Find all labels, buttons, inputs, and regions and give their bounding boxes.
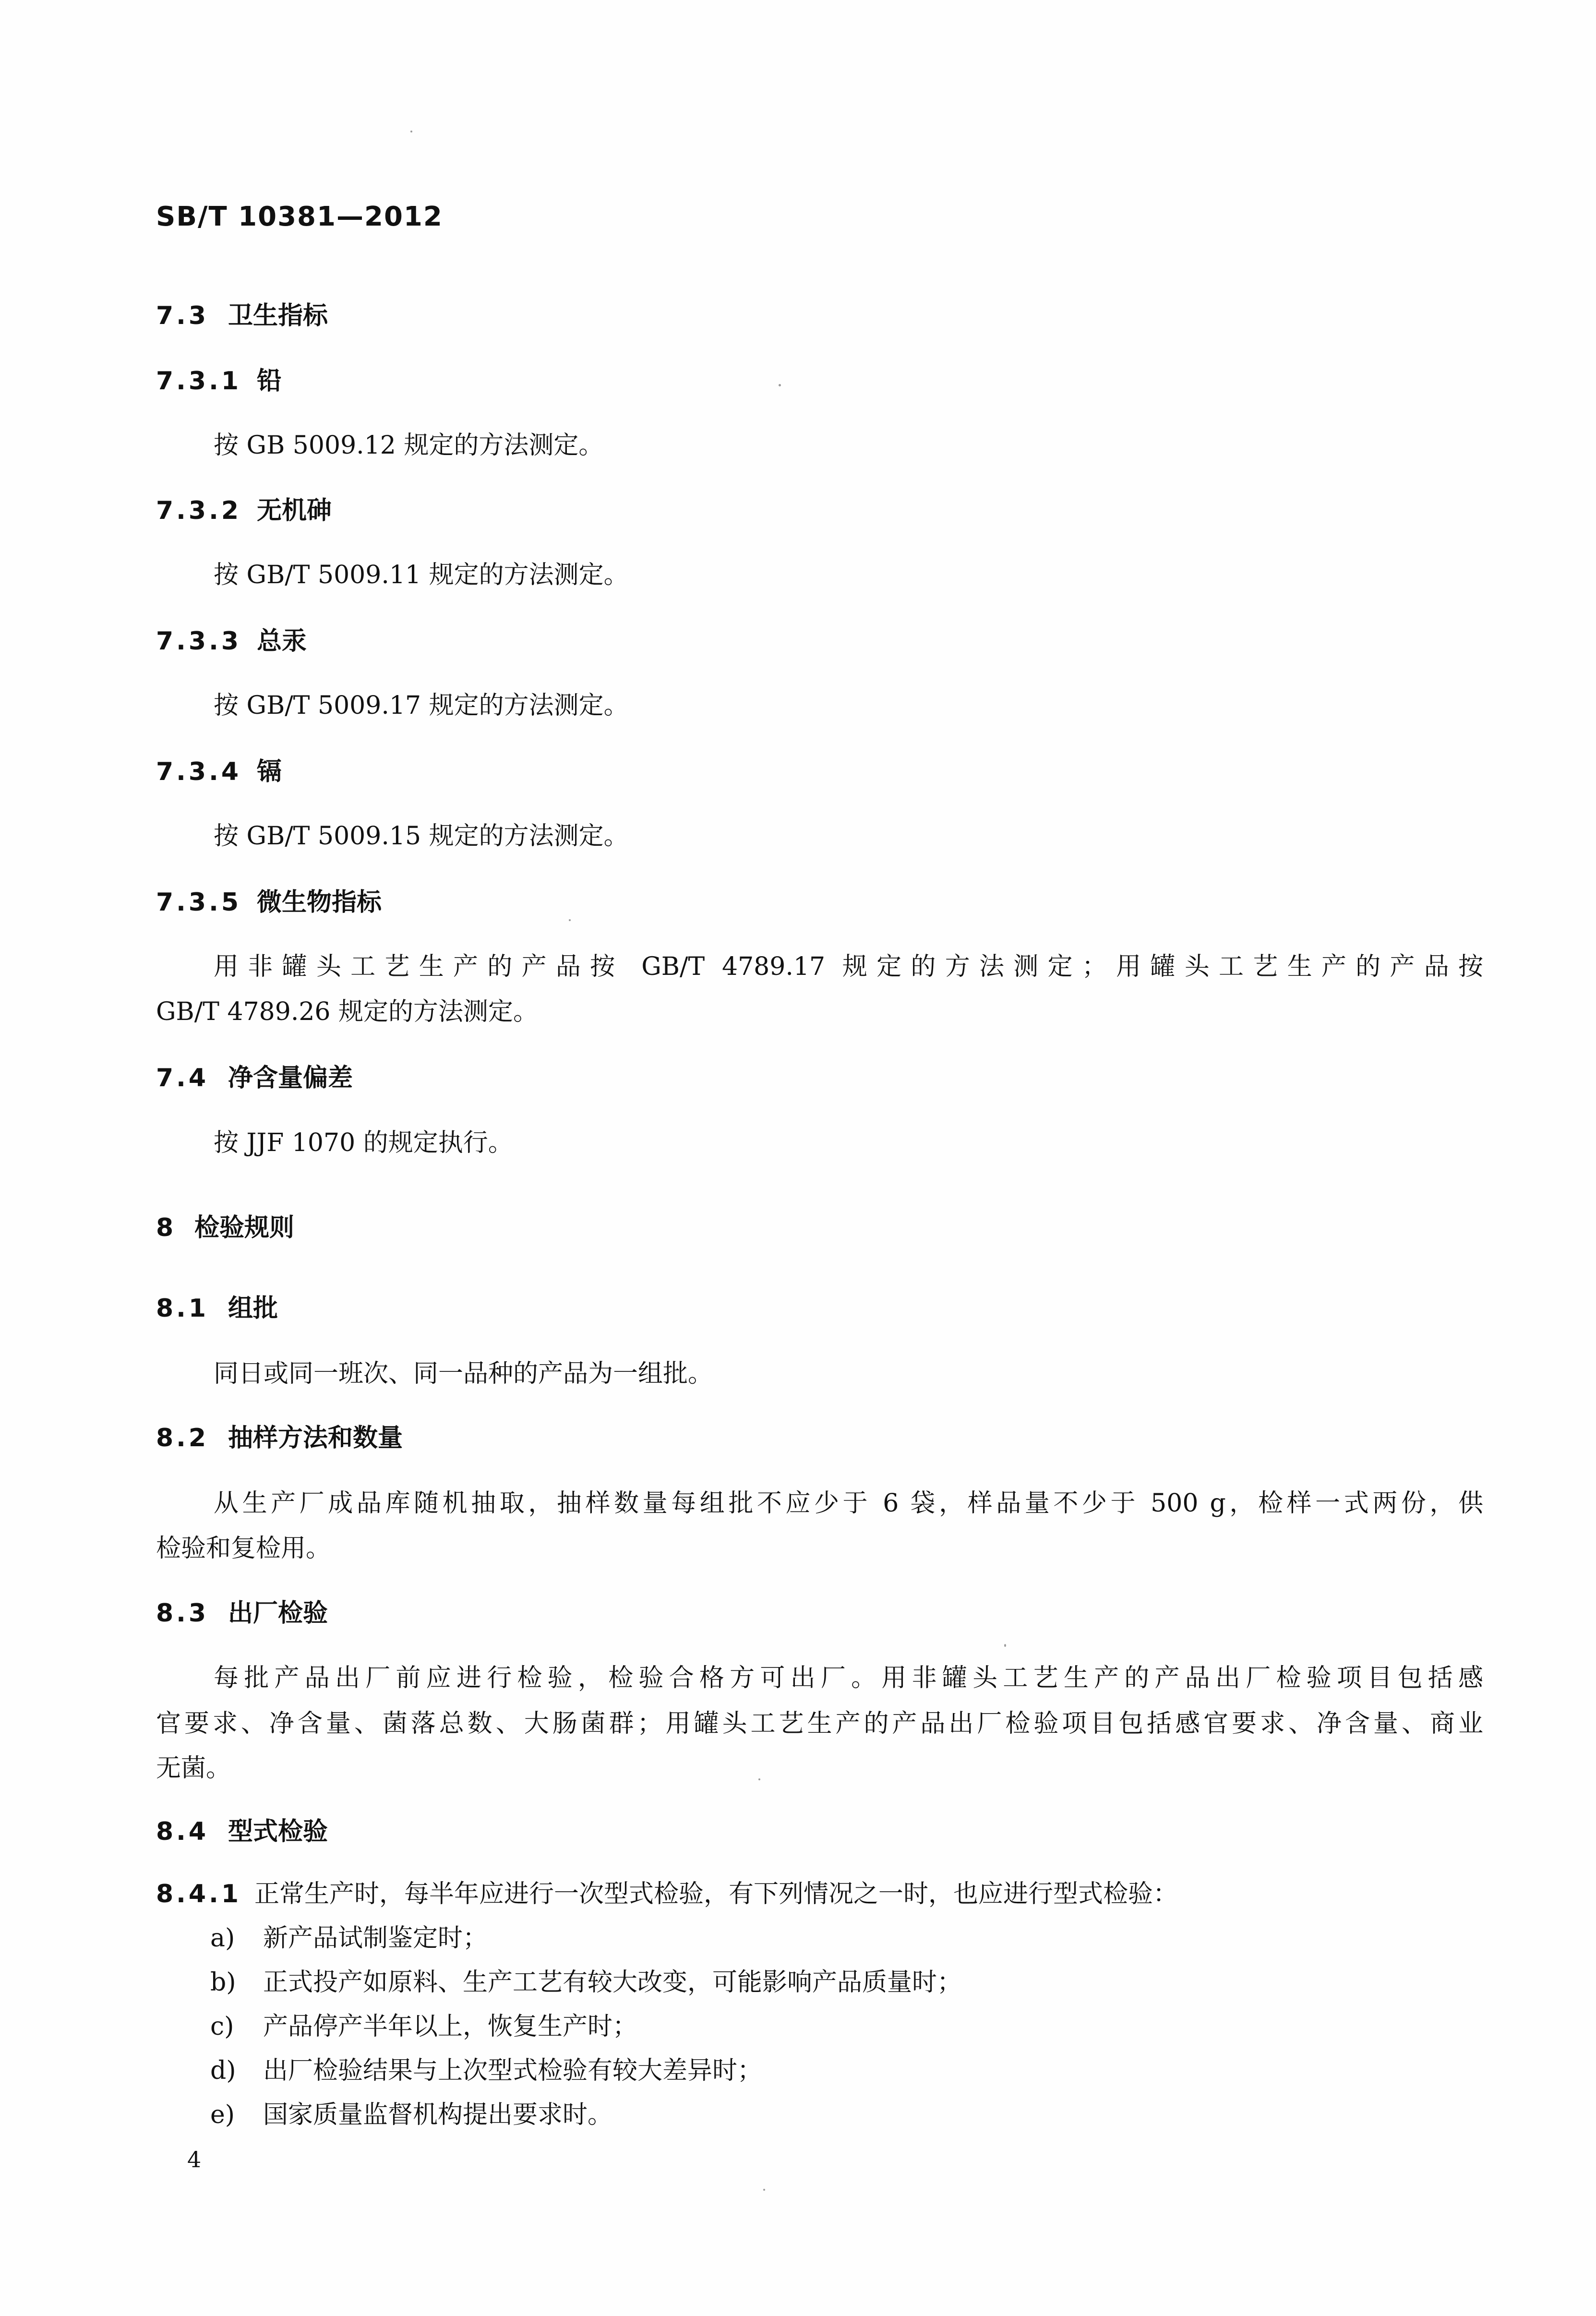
section-title: 净含量偏差 [228, 1064, 353, 1092]
list-item [210, 1970, 962, 1995]
clause-number: 7.3.1 [156, 367, 242, 396]
clause-7-3-2-heading [156, 498, 332, 523]
clause-number: 7.3.3 [156, 627, 242, 656]
document-code: SB/T 10381—2012 [156, 201, 443, 232]
clause-number: 7.3.5 [156, 888, 242, 917]
scan-speck [1004, 1644, 1006, 1647]
list-item-label: e) [210, 2100, 235, 2129]
section-title: 组批 [228, 1294, 278, 1323]
list-item-text: 国家质量监督机构提出要求时。 [263, 2100, 613, 2129]
list-item-label: c) [210, 2012, 234, 2041]
section-8-1-heading [156, 1296, 278, 1321]
scan-speck [569, 919, 571, 921]
clause-number: 7.3.4 [156, 757, 242, 786]
clause-title: 铅 [257, 367, 282, 396]
section-number: 8.3 [156, 1599, 209, 1628]
section-8-1-text: 同日或同一班次、同一品种的产品为一组批。 [214, 1359, 713, 1388]
page-number: 4 [187, 2147, 202, 2172]
chapter-number: 8 [156, 1213, 174, 1242]
section-8-3-text-line3: 无菌。 [156, 1754, 231, 1783]
clause-7-3-1-text: 按 GB 5009.12 规定的方法测定。 [214, 431, 604, 460]
list-item-text: 产品停产半年以上，恢复生产时； [263, 2012, 638, 2041]
section-title: 卫生指标 [228, 301, 328, 330]
section-number: 7.4 [156, 1064, 209, 1092]
section-7-4-heading [156, 1066, 353, 1091]
chapter-title: 检验规则 [194, 1213, 295, 1242]
section-number: 8.1 [156, 1294, 209, 1323]
scan-speck [758, 1778, 760, 1780]
list-item-label: d) [210, 2056, 236, 2085]
clause-7-3-5-heading [156, 890, 382, 915]
clause-7-3-3-heading [156, 629, 307, 654]
clause-7-3-1-heading [156, 369, 282, 394]
section-8-2-text-line1: 从生产厂成品库随机抽取，抽样数量每组批不应少于 6 袋，样品量不少于 500 g，检样一式两份，供 [214, 1489, 1483, 1518]
clause-8-4-1 [156, 1882, 1178, 1907]
list-item-text: 正式投产如原料、生产工艺有较大改变，可能影响产品质量时； [263, 1968, 962, 1997]
list-item [210, 2058, 762, 2083]
list-item-text: 新产品试制鉴定时； [263, 1924, 488, 1953]
section-number: 7.3 [156, 301, 209, 330]
section-number: 8.2 [156, 1424, 209, 1452]
list-item-label: b) [210, 1968, 236, 1997]
clause-title: 总汞 [257, 627, 307, 656]
section-7-3-heading [156, 303, 328, 328]
list-item [210, 1926, 488, 1951]
section-8-3-text-line2: 官要求、净含量、菌落总数、大肠菌群；用罐头工艺生产的产品出厂检验项目包括感官要求、净含量、商业 [156, 1709, 1483, 1738]
clause-title: 微生物指标 [257, 888, 382, 917]
list-item-text: 出厂检验结果与上次型式检验有较大差异时； [263, 2056, 763, 2085]
scan-speck [763, 2189, 765, 2191]
section-8-3-heading [156, 1601, 328, 1626]
list-item-label: a) [210, 1924, 235, 1953]
clause-7-3-2-text: 按 GB/T 5009.11 规定的方法测定。 [214, 561, 629, 589]
list-item [210, 2102, 612, 2127]
clause-number: 8.4.1 [156, 1880, 242, 1908]
clause-7-3-3-text: 按 GB/T 5009.17 规定的方法测定。 [214, 691, 629, 720]
section-number: 8.4 [156, 1817, 209, 1846]
scan-speck [410, 131, 412, 132]
section-8-2-text-line2: 检验和复检用。 [156, 1534, 331, 1563]
clause-title: 无机砷 [257, 496, 332, 525]
clause-7-3-4-text: 按 GB/T 5009.15 规定的方法测定。 [214, 822, 629, 851]
section-8-4-heading [156, 1819, 328, 1844]
clause-7-3-4-heading [156, 759, 282, 784]
section-title: 抽样方法和数量 [228, 1424, 403, 1452]
clause-7-3-5-text-line1: 用非罐头工艺生产的产品按 GB/T 4789.17 规定的方法测定；用罐头工艺生产的产品按 [214, 952, 1483, 981]
section-8-2-heading [156, 1426, 403, 1451]
chapter-8-heading [156, 1215, 294, 1240]
list-item [210, 2014, 637, 2039]
clause-number: 7.3.2 [156, 496, 242, 525]
clause-7-3-5-text-line2: GB/T 4789.26 规定的方法测定。 [156, 997, 539, 1026]
clause-title: 镉 [257, 757, 282, 786]
section-8-3-text-line1: 每批产品出厂前应进行检验，检验合格方可出厂。用非罐头工艺生产的产品出厂检验项目包括感 [214, 1664, 1483, 1692]
clause-text: 正常生产时，每半年应进行一次型式检验，有下列情况之一时，也应进行型式检验： [254, 1880, 1178, 1908]
section-7-4-text: 按 JJF 1070 的规定执行。 [214, 1128, 513, 1157]
section-title: 型式检验 [228, 1817, 328, 1846]
section-title: 出厂检验 [228, 1599, 328, 1628]
scan-speck [779, 384, 781, 386]
